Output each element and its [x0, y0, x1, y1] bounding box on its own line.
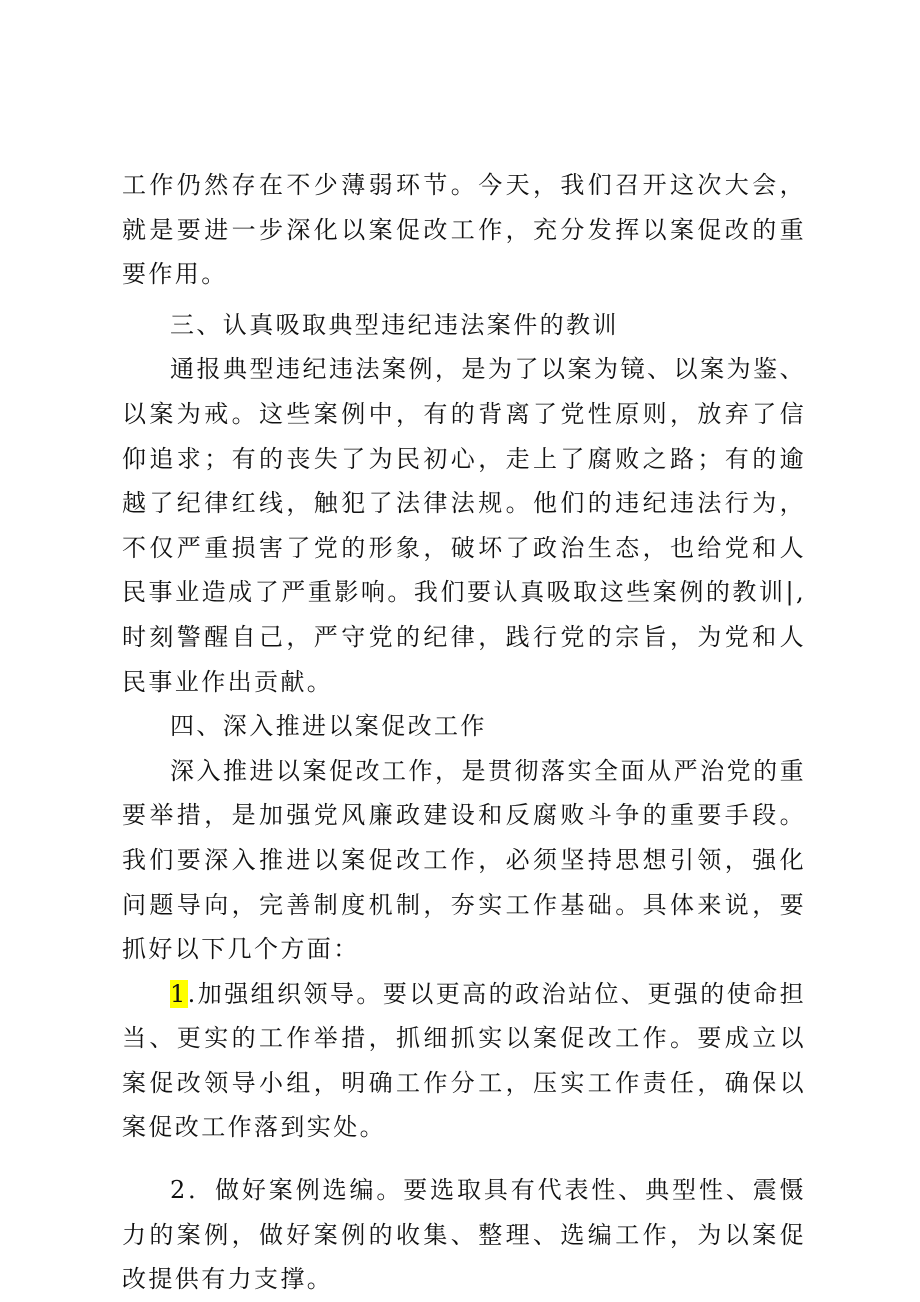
list-item-1 — [122, 972, 806, 1150]
paragraph-measures: 深入推进以案促改工作，是贯彻落实全面从严治党的重要举措，是加强党风廉政建设和反腐败斗争的重要手段。我们要深入推进以案促改工作，必须坚持思想引领，强化问题导向，完善制度机制，夯实工作基础。具体来说，要抓好以下几个方面： — [122, 756, 806, 964]
list-item-1-text: .加强组织领导。要以更高的政治站位、更强的使命担当、更实的工作举措，抓细抓实以案促改工作。要成立以案促改领导小组，明确工作分工，压实工作责任，确保以案促改工作落到实处。 — [122, 979, 806, 1142]
paragraph-continuation: 工作仍然存在不少薄弱环节。今天，我们召开这次大会，就是要进一步深化以案促改工作，充分发挥以案促改的重要作用。 — [122, 171, 806, 289]
section-heading-4: 四、深入推进以案促改工作 — [170, 712, 487, 741]
highlighted-number: 1 — [170, 979, 188, 1008]
list-item-2: 2．做好案例选编。要选取具有代表性、典型性、震慑力的案例，做好案例的收集、整理、选编工作，为以案促改提供有力支撑。 — [122, 1176, 806, 1294]
document-body — [122, 163, 806, 1302]
paragraph-cases: 通报典型违纪违法案例，是为了以案为镜、以案为鉴、以案为戒。这些案例中，有的背离了党性原则，放弃了信仰追求；有的丧失了为民初心，走上了腐败之路；有的逾越了纪律红线，触犯了法律法规。他们的违纪违法行为，不仅严重损害了党的形象，破坏了政治生态，也给党和人民事业造成了严重影响。我们要认真吸取这些案例的教训|,时刻警醒自己，严守党的纪律，践行党的宗旨，为党和人民事业作出贡献。 — [122, 355, 806, 696]
section-heading-3: 三、认真吸取典型违纪违法案件的教训 — [170, 310, 619, 339]
